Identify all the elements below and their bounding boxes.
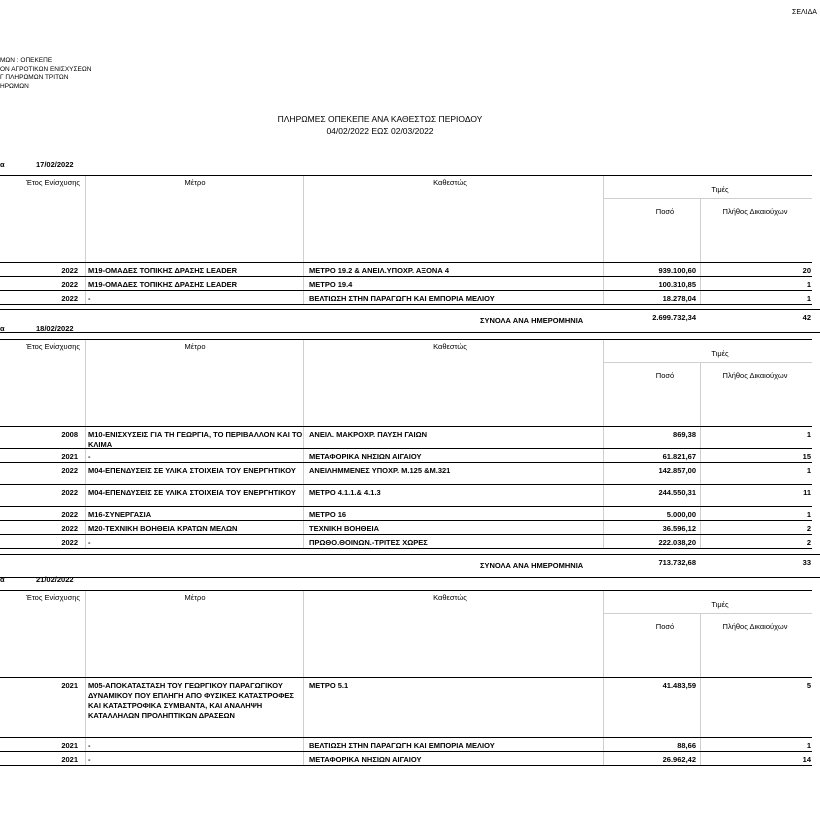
row-divider — [700, 485, 701, 506]
total-label: ΣΥΝΟΛΑ ΑΝΑ ΗΜΕΡΟΜΗΝΙΑ — [480, 316, 584, 325]
table-row — [0, 752, 812, 766]
row-divider — [603, 507, 604, 520]
header-divider — [603, 340, 604, 426]
table-row — [0, 678, 812, 738]
row-divider — [85, 291, 86, 304]
table-row — [0, 427, 812, 449]
row-divider — [303, 535, 304, 548]
row-divider — [700, 427, 701, 448]
cell-year: 2021 — [61, 681, 78, 690]
total-amount: 713.732,68 — [658, 558, 696, 567]
row-divider — [85, 427, 86, 448]
page-label: ΣΕΛΙΔΑ — [792, 9, 817, 16]
row-divider — [700, 535, 701, 548]
header-beneficiaries: Πλήθος Δικαιούχων — [722, 622, 788, 631]
row-divider — [85, 463, 86, 484]
header-divider — [603, 613, 812, 614]
cell-status: ΒΕΛΤΙΩΣΗ ΣΤΗΝ ΠΑΡΑΓΩΓΗ ΚΑΙ ΕΜΠΟΡΙΑ ΜΕΛΙΟΥ — [309, 294, 495, 303]
payments-table — [0, 175, 812, 305]
row-divider — [603, 291, 604, 304]
row-divider — [85, 263, 86, 276]
table-row — [0, 521, 812, 535]
header-status: Καθεστώς — [433, 593, 467, 602]
row-divider — [85, 449, 86, 462]
row-divider — [85, 535, 86, 548]
header-values: Τιμές — [711, 349, 729, 358]
cell-year: 2022 — [61, 294, 78, 303]
org-line: ΗΡΩΜΩΝ — [0, 83, 29, 91]
section-date — [0, 575, 74, 584]
cell-status: ΠΡΩΘΟ.ΘΟΙΝΩΝ.-ΤΡΙΤΕΣ ΧΩΡΕΣ — [309, 538, 428, 547]
row-divider — [303, 277, 304, 290]
section-date — [0, 160, 74, 169]
row-divider — [603, 263, 604, 276]
cell-amount: 18.278,04 — [662, 294, 696, 303]
cell-year: 2022 — [61, 488, 78, 497]
organization-header — [0, 57, 91, 92]
cell-status: ΤΕΧΝΙΚΗ ΒΟΗΘΕΙΑ — [309, 524, 380, 533]
cell-amount: 61.821,67 — [662, 452, 696, 461]
cell-measure: - — [88, 452, 91, 461]
row-divider — [303, 291, 304, 304]
cell-year: 2022 — [61, 510, 78, 519]
header-divider — [603, 198, 812, 199]
cell-measure: M16-ΣΥΝΕΡΓΑΣΙΑ — [88, 510, 152, 519]
cell-count: 2 — [806, 524, 811, 533]
header-measure: Μέτρο — [184, 593, 206, 602]
row-divider — [85, 485, 86, 506]
total-count: 33 — [802, 558, 811, 567]
header-divider — [303, 591, 304, 677]
cell-measure: - — [88, 755, 91, 764]
row-divider — [303, 463, 304, 484]
table-row — [0, 485, 812, 507]
cell-year: 2021 — [61, 741, 78, 750]
org-line: ΜΩΝ : ΟΠΕΚΕΠΕ — [0, 57, 53, 64]
cell-measure: - — [88, 741, 91, 750]
cell-status: ΜΕΤΡΟ 4.1.1.& 4.1.3 — [309, 488, 381, 497]
cell-status: ΜΕΤΡΟ 19.2 & ΑΝΕΙΛ.ΥΠΟΧΡ. ΑΞΟΝΑ 4 — [309, 266, 450, 275]
cell-amount: 88,66 — [677, 741, 696, 750]
cell-amount: 5.000,00 — [666, 510, 696, 519]
row-divider — [700, 521, 701, 534]
cell-measure: M04-ΕΠΕΝΔΥΣΕΙΣ ΣΕ ΥΛΙΚΑ ΣΤΟΙΧΕΙΑ ΤΟΥ ΕΝΕΡΓΗΤΙΚΟΥ — [88, 488, 296, 497]
cell-status: ΑΝΕΙΛΗΜΜΕΝΕΣ ΥΠΟΧΡ. Μ.125 &Μ.321 — [309, 466, 451, 475]
date-prefix: α — [0, 324, 5, 333]
cell-year: 2021 — [61, 452, 78, 461]
cell-amount: 26.962,42 — [662, 755, 696, 764]
row-divider — [85, 678, 86, 737]
row-divider — [303, 507, 304, 520]
row-divider — [85, 752, 86, 765]
date-value: 21/02/2022 — [36, 575, 74, 584]
cell-status: ΜΕΤΑΦΟΡΙΚΑ ΝΗΣΙΩΝ ΑΙΓΑΙΟΥ — [309, 452, 422, 461]
cell-year: 2008 — [61, 430, 78, 439]
cell-count: 20 — [802, 266, 811, 275]
header-status: Καθεστώς — [433, 178, 467, 187]
report-period: 04/02/2022 ΕΩΣ 02/03/2022 — [326, 126, 434, 136]
date-value: 18/02/2022 — [36, 324, 74, 333]
header-measure: Μέτρο — [184, 178, 206, 187]
cell-status: ΒΕΛΤΙΩΣΗ ΣΤΗΝ ΠΑΡΑΓΩΓΗ ΚΑΙ ΕΜΠΟΡΙΑ ΜΕΛΙΟΥ — [309, 741, 495, 750]
header-values: Τιμές — [711, 600, 729, 609]
cell-year: 2022 — [61, 280, 78, 289]
cell-year: 2022 — [61, 266, 78, 275]
row-divider — [700, 678, 701, 737]
cell-measure: M19-ΟΜΑΔΕΣ ΤΟΠΙΚΗΣ ΔΡΑΣΗΣ LEADER — [88, 266, 238, 275]
row-divider — [700, 277, 701, 290]
date-value: 17/02/2022 — [36, 160, 74, 169]
cell-amount: 100.310,85 — [658, 280, 696, 289]
row-divider — [85, 277, 86, 290]
row-divider — [603, 485, 604, 506]
header-divider — [85, 176, 86, 262]
cell-amount: 41.483,59 — [662, 681, 696, 690]
table-header — [0, 591, 812, 678]
cell-amount: 222.038,20 — [658, 538, 696, 547]
cell-count: 5 — [806, 681, 811, 690]
total-label: ΣΥΝΟΛΑ ΑΝΑ ΗΜΕΡΟΜΗΝΙΑ — [480, 561, 584, 570]
row-divider — [603, 535, 604, 548]
cell-year: 2022 — [61, 466, 78, 475]
cell-count: 1 — [806, 466, 811, 475]
row-divider — [700, 738, 701, 751]
table-row — [0, 263, 812, 277]
row-divider — [303, 485, 304, 506]
cell-count: 14 — [802, 755, 811, 764]
section-date — [0, 324, 74, 333]
table-row — [0, 291, 812, 305]
org-line: Γ ΠΛΗΡΩΜΩΝ ΤΡΙΤΩΝ — [0, 74, 69, 82]
table-row — [0, 507, 812, 521]
cell-status: ΜΕΤΡΟ 5.1 — [309, 681, 349, 690]
org-line: ΟΝ ΑΓΡΟΤΙΚΩΝ ΕΝΙΣΧΥΣΕΩΝ — [0, 65, 92, 73]
row-divider — [603, 427, 604, 448]
cell-status: ΜΕΤΑΦΟΡΙΚΑ ΝΗΣΙΩΝ ΑΙΓΑΙΟΥ — [309, 755, 422, 764]
date-total-row — [0, 309, 820, 333]
cell-amount: 939.100,60 — [658, 266, 696, 275]
row-divider — [603, 521, 604, 534]
cell-measure: M19-ΟΜΑΔΕΣ ΤΟΠΙΚΗΣ ΔΡΑΣΗΣ LEADER — [88, 280, 238, 289]
total-amount: 2.699.732,34 — [652, 313, 696, 322]
total-count: 42 — [802, 313, 811, 322]
cell-count: 2 — [806, 538, 811, 547]
header-divider — [85, 591, 86, 677]
row-divider — [603, 277, 604, 290]
table-row — [0, 449, 812, 463]
date-total-row — [0, 554, 820, 578]
row-divider — [303, 263, 304, 276]
header-divider — [700, 362, 701, 426]
table-header — [0, 176, 812, 263]
header-status: Καθεστώς — [433, 342, 467, 351]
cell-count: 1 — [806, 294, 811, 303]
row-divider — [700, 507, 701, 520]
table-row — [0, 738, 812, 752]
cell-count: 1 — [806, 741, 811, 750]
row-divider — [700, 263, 701, 276]
cell-status: ΜΕΤΡΟ 16 — [309, 510, 347, 519]
table-header — [0, 340, 812, 427]
row-divider — [303, 449, 304, 462]
header-divider — [85, 340, 86, 426]
header-amount: Ποσό — [655, 371, 675, 380]
table-row — [0, 277, 812, 291]
cell-status: ΜΕΤΡΟ 19.4 — [309, 280, 353, 289]
header-divider — [303, 176, 304, 262]
cell-year: 2021 — [61, 755, 78, 764]
row-divider — [303, 678, 304, 737]
header-divider — [700, 198, 701, 262]
row-divider — [303, 427, 304, 448]
report-title: ΠΛΗΡΩΜΕΣ ΟΠΕΚΕΠΕ ΑΝΑ ΚΑΘΕΣΤΩΣ ΠΕΡΙΟΔΟΥ — [277, 114, 483, 124]
row-divider — [603, 463, 604, 484]
row-divider — [603, 449, 604, 462]
row-divider — [303, 738, 304, 751]
cell-measure: M10-ΕΝΙΣΧΥΣΕΙΣ ΓΙΑ ΤΗ ΓΕΩΡΓΙΑ, ΤΟ ΠΕΡΙΒΑΛΛΟΝ ΚΑΙ ΤΟ ΚΛΙΜΑ — [88, 430, 303, 449]
table-row — [0, 535, 812, 549]
cell-measure: M04-ΕΠΕΝΔΥΣΕΙΣ ΣΕ ΥΛΙΚΑ ΣΤΟΙΧΕΙΑ ΤΟΥ ΕΝΕΡΓΗΤΙΚΟΥ — [88, 466, 296, 475]
cell-count: 1 — [806, 430, 811, 439]
cell-amount: 869,38 — [673, 430, 696, 439]
cell-count: 1 — [806, 510, 811, 519]
header-amount: Ποσό — [655, 207, 675, 216]
row-divider — [303, 752, 304, 765]
header-amount: Ποσό — [655, 622, 675, 631]
header-values: Τιμές — [711, 185, 729, 194]
date-prefix: α — [0, 575, 5, 584]
cell-year: 2022 — [61, 524, 78, 533]
row-divider — [603, 752, 604, 765]
row-divider — [700, 752, 701, 765]
cell-measure: - — [88, 294, 91, 303]
header-divider — [603, 591, 604, 677]
cell-amount: 36.596,12 — [662, 524, 696, 533]
header-divider — [700, 613, 701, 677]
header-beneficiaries: Πλήθος Δικαιούχων — [722, 371, 788, 380]
header-divider — [603, 362, 812, 363]
row-divider — [700, 449, 701, 462]
row-divider — [700, 291, 701, 304]
row-divider — [303, 521, 304, 534]
cell-count: 1 — [806, 280, 811, 289]
row-divider — [85, 507, 86, 520]
header-divider — [303, 340, 304, 426]
header-beneficiaries: Πλήθος Δικαιούχων — [722, 207, 788, 216]
cell-amount: 142.857,00 — [658, 466, 696, 475]
row-divider — [603, 738, 604, 751]
cell-measure: M05-ΑΠΟΚΑΤΑΣΤΑΣΗ ΤΟΥ ΓΕΩΡΓΙΚΟΥ ΠΑΡΑΓΩΓΙΚΟΥ ΔΥΝΑΜΙΚΟΥ ΠΟΥ ΕΠΛΗΓΗ ΑΠΟ ΦΥΣΙΚΕΣ ΚΑΤΑΣΤΡΟΦΕΣ ΚΑΙ ΚΑΤΑΣΤΡΟΦΙΚΑ ΣΥΜΒΑΝΤΑ, ΚΑΙ ΑΝΑΛΗΨΗ ΚΑΤΑΛΛΗΛΩΝ ΠΡΟΛΗΠΤΙΚΩΝ ΔΡΑΣΕΩΝ — [88, 681, 294, 720]
header-divider — [603, 176, 604, 262]
cell-measure: M20-ΤΕΧΝΙΚΗ ΒΟΗΘΕΙΑ ΚΡΑΤΩΝ ΜΕΛΩΝ — [88, 524, 238, 533]
cell-count: 11 — [803, 488, 811, 497]
cell-status: ΑΝΕΙΛ. ΜΑΚΡΟΧΡ. ΠΑΥΣΗ ΓΑΙΩΝ — [309, 430, 427, 439]
cell-count: 15 — [802, 452, 811, 461]
row-divider — [85, 738, 86, 751]
cell-amount: 244.550,31 — [658, 488, 696, 497]
cell-year: 2022 — [61, 538, 78, 547]
payments-table — [0, 339, 812, 549]
row-divider — [85, 521, 86, 534]
header-year: Έτος Ενίσχυσης — [25, 593, 81, 602]
table-row — [0, 463, 812, 485]
payments-table — [0, 590, 812, 766]
cell-measure: - — [88, 538, 91, 547]
row-divider — [603, 678, 604, 737]
header-year: Έτος Ενίσχυσης — [25, 342, 81, 351]
header-year: Έτος Ενίσχυσης — [25, 178, 81, 187]
header-measure: Μέτρο — [184, 342, 206, 351]
row-divider — [700, 463, 701, 484]
date-prefix: α — [0, 160, 5, 169]
